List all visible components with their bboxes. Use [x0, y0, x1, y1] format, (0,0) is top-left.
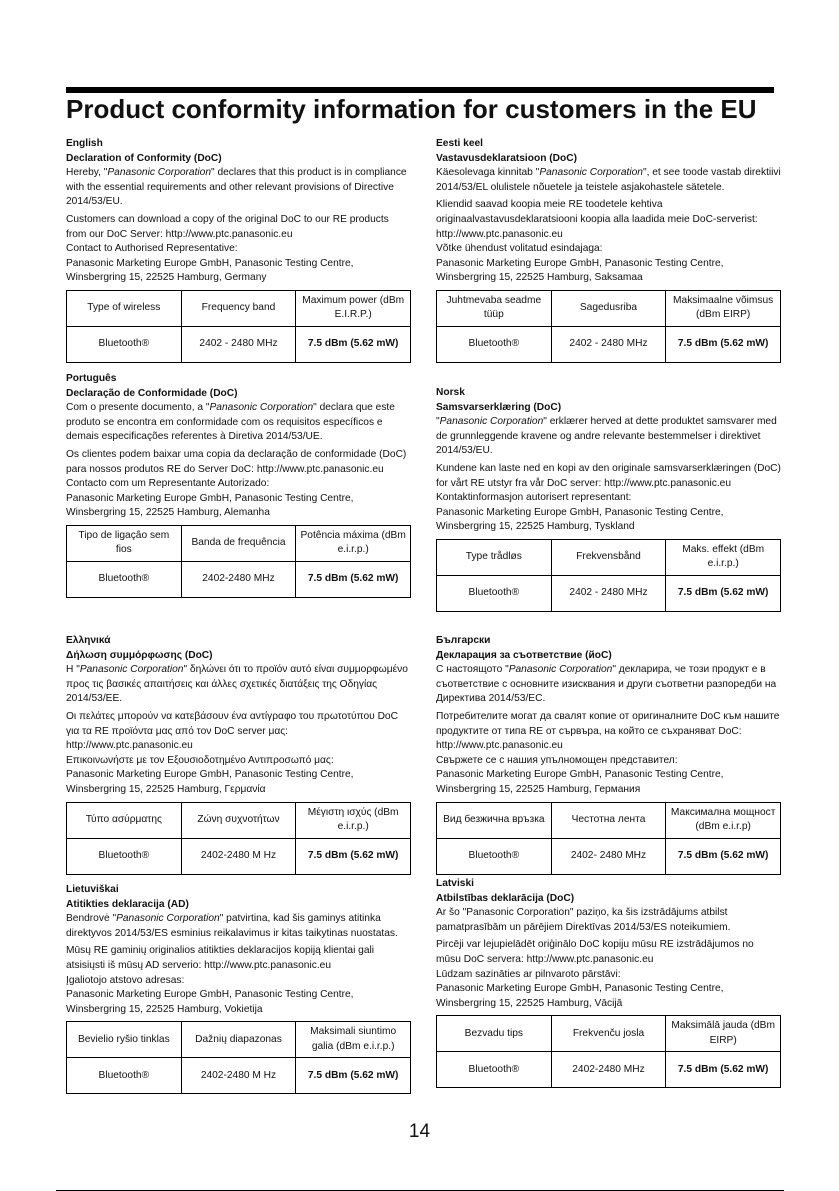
- table-cell: 2402 - 2480 MHz: [551, 326, 666, 362]
- table-cell: 2402-2480 MHz: [181, 561, 296, 597]
- table-cell: 7.5 dBm (5.62 mW): [666, 326, 781, 362]
- declaration-text: Käesolevaga kinnitab "Panasonic Corporation", et see toode vastab direktiivi 2014/53/EL olulistele nõuetele ja teistele asjakohastele sätetele.: [436, 167, 781, 193]
- spec-table: [66, 290, 411, 363]
- section-portugues: [66, 372, 411, 598]
- download-text: Οι πελάτες μπορούν να κατεβάσουν ένα αντίγραφο του πρωτοτύπου DoC για τα RE προϊόντα μας από τον DoC server μας: http://www.ptc.panasonic.eu: [66, 710, 398, 752]
- section-lietuviskai: [66, 883, 411, 1094]
- section-declaration-title: Declaration of Conformity (DoC): [66, 152, 222, 164]
- table-header: Sagedusriba: [551, 290, 666, 326]
- contact-label: Įgaliotojo atstovo adresas:: [66, 974, 185, 986]
- table-cell: Bluetooth®: [67, 561, 182, 597]
- table-header: Maksimali siuntimo galia (dBm e.i.r.p.): [296, 1022, 411, 1058]
- table-cell: 2402-2480 M Hz: [181, 838, 296, 874]
- table-header: Type of wireless: [67, 290, 182, 326]
- table-cell: Bluetooth®: [67, 326, 182, 362]
- contact-label: Επικοινωνήστε με τον Εξουσιοδοτημένο Αντιπροσωπό μας:: [66, 754, 334, 766]
- company-name: Panasonic Corporation: [466, 907, 570, 919]
- contact-address: Panasonic Marketing Europe GmbH, Panasonic Testing Centre, Winsbergring 15, 22525 Hamburg, Γερμανία: [66, 769, 354, 795]
- company-name: Panasonic Corporation: [79, 664, 184, 676]
- declaration-text: Hereby, "Panasonic Corporation" declares that this product is in compliance with the essential requirements and other relevant provisions of Directive 2014/53/EU.: [66, 167, 407, 208]
- section-language: Ελληνικά: [66, 635, 111, 646]
- company-name: Panasonic Corporation: [508, 664, 613, 676]
- section-language: Latviski: [436, 878, 474, 889]
- section-ellinika: [66, 634, 411, 875]
- table-cell: Bluetooth®: [67, 838, 182, 874]
- table-header: Potência máxima (dBm e.i.r.p.): [296, 525, 411, 561]
- table-header: Честотна лента: [551, 802, 666, 838]
- download-text: Потребителите могат да свалят копие от оригиналните DoC към нашите продуктите от типа RE от сървъра, на който се съхраняват DoC: http://www.ptc.panasonic.eu: [436, 710, 780, 752]
- table-header: Frekvenču josla: [551, 1016, 666, 1052]
- contact-label: Contacto com um Representante Autorizado:: [66, 478, 270, 490]
- page-title: Product conformity information for customers in the EU: [66, 94, 757, 124]
- download-text: Kliendid saavad koopia meie RE toodetele kehtiva originaalvastavusdeklaratsiooni koopia alla laadida meie DoC-serverist: http://www.ptc.panasonic.eu: [436, 199, 758, 240]
- table-cell: 7.5 dBm (5.62 mW): [296, 326, 411, 362]
- contact-address: Panasonic Marketing Europe GmbH, Panasonic Testing Centre, Winsbergring 15, 22525 Hamburg, Tyskland: [436, 506, 724, 533]
- company-name: Panasonic Corporation: [539, 167, 643, 179]
- page-number: 14: [408, 1121, 431, 1142]
- table-cell: 7.5 dBm (5.62 mW): [296, 561, 411, 597]
- section-eesti: [436, 137, 781, 363]
- table-header: Frekvensbånd: [551, 539, 666, 575]
- section-balgarski: [436, 634, 781, 875]
- declaration-text: Ar šo "Panasonic Corporation" paziņo, ka šis izstrādājums atbilst pamatprasībām un pārējiem Direktīvas 2014/53/ES noteikumiem.: [436, 907, 731, 933]
- spec-table: [66, 802, 411, 875]
- contact-address: Panasonic Marketing Europe GmbH, Panasonic Testing Centre, Winsbergring 15, 22525 Hamburg, Saksamaa: [436, 257, 724, 284]
- section-declaration-title: Δήλωση συμμόρφωσης (DoC): [66, 649, 213, 661]
- section-declaration-title: Samsvarserklæring (DoC): [436, 401, 562, 413]
- table-header: Tipo de ligaçâo sem fios: [67, 525, 182, 561]
- contact-label: Kontaktinformasjon autorisert representant:: [436, 492, 632, 504]
- download-text: Kundene kan laste ned en kopi av den originale samsvarserklæringen (DoC) for vårt RE utstyr fra vår DoC server: http://www.ptc.panasonic.eu: [436, 462, 781, 489]
- table-header: Frequency band: [181, 290, 296, 326]
- section-declaration-title: Vastavusdeklaratsioon (DoC): [436, 152, 577, 164]
- table-cell: 2402 - 2480 MHz: [181, 326, 296, 362]
- section-declaration-title: Декларация за съответствие (йоС): [436, 649, 612, 661]
- section-latviski: [436, 877, 781, 1088]
- table-cell: 2402- 2480 MHz: [551, 838, 666, 874]
- table-header: Type trådløs: [437, 539, 552, 575]
- table-header: Maks. effekt (dBm e.i.r.p.): [666, 539, 781, 575]
- section-declaration-title: Declaração de Conformidade (DoC): [66, 387, 238, 399]
- section-language: Português: [66, 373, 117, 384]
- section-language: Български: [436, 635, 491, 646]
- section-declaration-title: Atbilstības deklarācija (DoC): [436, 892, 575, 904]
- table-cell: 7.5 dBm (5.62 mW): [666, 575, 781, 611]
- company-name: Panasonic Corporation: [439, 416, 544, 428]
- contact-label: Lūdzam sazināties ar pilnvaroto pārstāvi:: [436, 968, 621, 980]
- table-cell: Bluetooth®: [437, 575, 552, 611]
- section-language: English: [66, 138, 103, 149]
- contact-address: Panasonic Marketing Europe GmbH, Panasonic Testing Centre, Winsbergring 15, 22525 Hamburg, Alemanha: [66, 492, 354, 519]
- contact-label: Contact to Authorised Representative:: [66, 243, 238, 255]
- title-rule: [66, 87, 774, 93]
- table-header: Dažnių diapazonas: [181, 1022, 296, 1058]
- table-cell: Bluetooth®: [437, 1052, 552, 1088]
- spec-table: [436, 1015, 781, 1088]
- company-name: Panasonic Corporation: [107, 167, 212, 179]
- spec-table: [66, 1021, 411, 1094]
- download-text: Pircēji var lejupielādēt oriģinālo DoC kopiju mūsu RE izstrādājumos no mūsu DoC servera: http://www.ptc.panasonic.eu: [436, 939, 754, 965]
- spec-table: [436, 539, 781, 612]
- table-header: Μέγιστη ισχύς (dBm e.i.r.p.): [296, 802, 411, 838]
- table-header: Ζώνη συχνοτήτων: [181, 802, 296, 838]
- download-text: Customers can download a copy of the original DoC to our RE products from our DoC Server: http://www.ptc.panasonic.eu: [66, 213, 389, 240]
- spec-table: [436, 802, 781, 875]
- table-header: Maximum power (dBm E.I.R.P.): [296, 290, 411, 326]
- table-cell: 2402-2480 MHz: [551, 1052, 666, 1088]
- section-norsk: [436, 386, 781, 612]
- section-language: Norsk: [436, 387, 465, 398]
- declaration-text: Bendrovė "Panasonic Corporation" patvirtina, kad šis gaminys atitinka direktyvos 2014/53/ES esminius reikalavimus ir kitas taikytinas nuostatas.: [66, 913, 398, 939]
- table-cell: Bluetooth®: [437, 838, 552, 874]
- contact-label: Võtke ühendust volitatud esindajaga:: [436, 243, 603, 255]
- declaration-text: "Panasonic Corporation" erklærer herved at dette produktet samsvarer med de grunnleggende kravene og andre relevante bestemmelser i direktivet 2014/53/EU.: [436, 416, 777, 457]
- contact-address: Panasonic Marketing Europe GmbH, Panasonic Testing Centre, Winsbergring 15, 22525 Hamburg, Germany: [66, 257, 354, 284]
- table-header: Maksimālā jauda (dBm EIRP): [666, 1016, 781, 1052]
- company-name: Panasonic Corporation: [209, 402, 314, 414]
- table-cell: 7.5 dBm (5.62 mW): [666, 1052, 781, 1088]
- download-text: Os clientes podem baixar uma copia da declaração de conformidade (DoC) para nossos produtos RE do Server DoC: http://www.ptc.panasonic.eu: [66, 448, 407, 475]
- table-header: Bevielio ryšio tinklas: [67, 1022, 182, 1058]
- table-header: Максимална мощност (dBm e.i.r.p): [666, 802, 781, 838]
- section-declaration-title: Atitikties deklaracija (AD): [66, 898, 189, 910]
- table-cell: 7.5 dBm (5.62 mW): [666, 838, 781, 874]
- table-header: Banda de frequência: [181, 525, 296, 561]
- declaration-text: Com o presente documento, a "Panasonic Corporation" declara que este produto se encontra em conformidade com os requisitos específicos e demais especificações referentes à Diretiva 2014/53/UE.: [66, 402, 395, 443]
- table-header: Juhtmevaba seadme tüüp: [437, 290, 552, 326]
- table-cell: 2402 - 2480 MHz: [551, 575, 666, 611]
- spec-table: [436, 290, 781, 363]
- table-header: Τύπο ασύρματης: [67, 802, 182, 838]
- download-text: Mūsų RE gaminių originalios atitikties deklaracijos kopiją klientai gali atsisiųsti iš mūsų AD serverio: http://www.ptc.panasonic.eu: [66, 945, 375, 971]
- contact-label: Свържете се с нашия упълномощен представител:: [436, 754, 678, 766]
- table-cell: 7.5 dBm (5.62 mW): [296, 838, 411, 874]
- table-cell: Bluetooth®: [437, 326, 552, 362]
- table-cell: Bluetooth®: [67, 1058, 182, 1094]
- table-cell: 7.5 dBm (5.62 mW): [296, 1058, 411, 1094]
- company-name: Panasonic Corporation: [116, 913, 220, 925]
- table-header: Вид безжична връзка: [437, 802, 552, 838]
- table-header: Maksimaalne võimsus (dBm EIRP): [666, 290, 781, 326]
- declaration-text: С настоящото "Panasonic Corporation" декларира, че този продукт е в съответствие с основните изисквания и други съответни разпоредби на Директива 2014/53/ЕС.: [436, 664, 777, 705]
- contact-address: Panasonic Marketing Europe GmbH, Panasonic Testing Centre, Winsbergring 15, 22525 Hamburg, Vokietija: [66, 989, 354, 1015]
- contact-address: Panasonic Marketing Europe GmbH, Panasonic Testing Centre, Winsbergring 15, 22525 Hamburg, Германия: [436, 769, 724, 795]
- section-language: Eesti keel: [436, 138, 484, 149]
- spec-table: [66, 525, 411, 598]
- table-cell: 2402-2480 M Hz: [181, 1058, 296, 1094]
- contact-address: Panasonic Marketing Europe GmbH, Panasonic Testing Centre, Winsbergring 15, 22525 Hamburg, Vācijā: [436, 983, 724, 1009]
- table-header: Bezvadu tips: [437, 1016, 552, 1052]
- section-english: [66, 137, 411, 363]
- declaration-text: Η "Panasonic Corporation" δηλώνει ότι το προϊόν αυτό είναι συμμορφωμένο προς τις βασικές απαιτήσεις και άλλες σχετικές διατάξεις της Οδηγίας 2014/53/ΕΕ.: [66, 664, 408, 705]
- section-language: Lietuviškai: [66, 884, 119, 895]
